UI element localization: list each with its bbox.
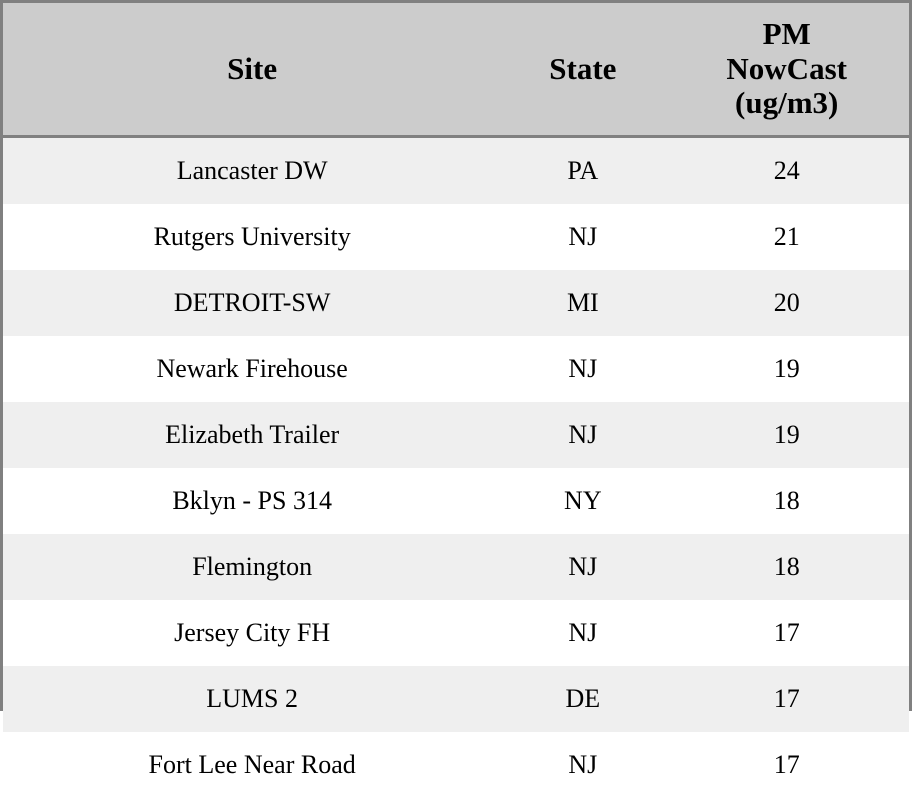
cell-site: Rutgers University xyxy=(3,204,501,270)
cell-site: Bklyn - PS 314 xyxy=(3,468,501,534)
column-header-state: State xyxy=(501,3,664,137)
cell-site: Fort Lee Near Road xyxy=(3,732,501,798)
table-row xyxy=(3,732,909,798)
cell-state: DE xyxy=(501,666,664,732)
cell-site: Elizabeth Trailer xyxy=(3,402,501,468)
cell-state: PA xyxy=(501,137,664,205)
table-row xyxy=(3,336,909,402)
column-header-pm-nowcast-line2: NowCast xyxy=(668,52,905,87)
table-row xyxy=(3,468,909,534)
cell-site: Flemington xyxy=(3,534,501,600)
cell-site: DETROIT-SW xyxy=(3,270,501,336)
cell-pm-nowcast: 17 xyxy=(664,732,909,798)
cell-pm-nowcast: 19 xyxy=(664,402,909,468)
table-row xyxy=(3,270,909,336)
cell-pm-nowcast: 17 xyxy=(664,600,909,666)
cell-site: Jersey City FH xyxy=(3,600,501,666)
table-row xyxy=(3,534,909,600)
column-header-site: Site xyxy=(3,3,501,137)
cell-state: NJ xyxy=(501,600,664,666)
cell-pm-nowcast: 17 xyxy=(664,666,909,732)
cell-site: Newark Firehouse xyxy=(3,336,501,402)
cell-state: NJ xyxy=(501,336,664,402)
cell-site: Lancaster DW xyxy=(3,137,501,205)
table-row xyxy=(3,402,909,468)
cell-state: NJ xyxy=(501,204,664,270)
column-header-pm-nowcast xyxy=(664,3,909,137)
cell-pm-nowcast: 20 xyxy=(664,270,909,336)
cell-pm-nowcast: 19 xyxy=(664,336,909,402)
cell-pm-nowcast: 18 xyxy=(664,534,909,600)
cell-pm-nowcast: 24 xyxy=(664,137,909,205)
table-row xyxy=(3,204,909,270)
table-row xyxy=(3,600,909,666)
column-header-pm-nowcast-line3: (ug/m3) xyxy=(668,86,905,121)
cell-site: LUMS 2 xyxy=(3,666,501,732)
cell-state: NJ xyxy=(501,534,664,600)
cell-pm-nowcast: 18 xyxy=(664,468,909,534)
table-row xyxy=(3,137,909,205)
cell-state: MI xyxy=(501,270,664,336)
cell-pm-nowcast: 21 xyxy=(664,204,909,270)
cell-state: NJ xyxy=(501,732,664,798)
cell-state: NJ xyxy=(501,402,664,468)
table-row xyxy=(3,666,909,732)
cell-state: NY xyxy=(501,468,664,534)
table-header xyxy=(3,3,909,137)
table-body xyxy=(3,137,909,798)
pm-nowcast-table xyxy=(3,3,909,798)
column-header-pm-nowcast-line1: PM xyxy=(668,17,905,52)
header-row xyxy=(3,3,909,137)
